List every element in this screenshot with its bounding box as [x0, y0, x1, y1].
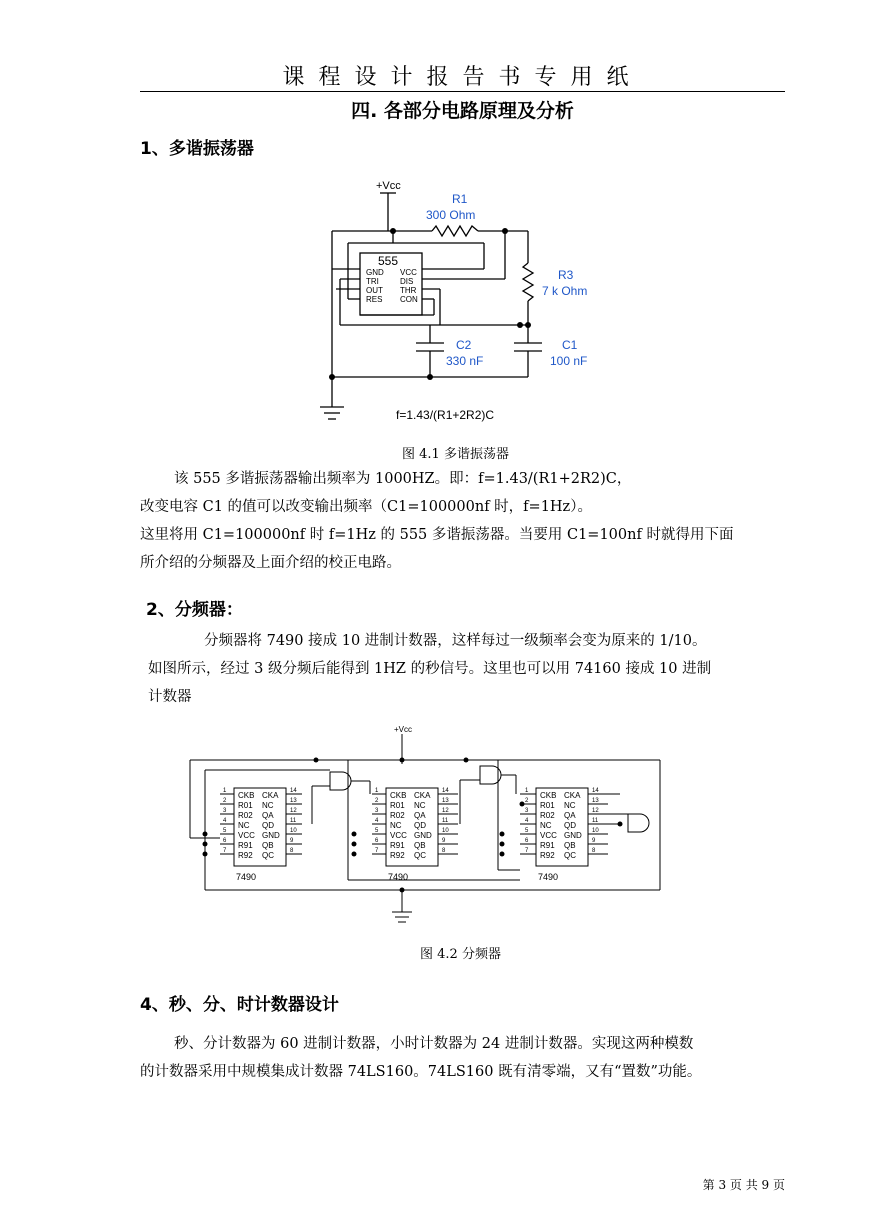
paragraph-line: 分频器将 7490 接成 10 进制计数器，这样每过一级频率会变为原来的 1/10。 — [204, 633, 707, 649]
svg-text:R01: R01 — [390, 801, 405, 810]
svg-text:10: 10 — [592, 828, 599, 834]
svg-text:R91: R91 — [238, 841, 253, 850]
figure-4-1-caption: 图 4.1 多谐振荡器 — [402, 447, 509, 462]
svg-text:GND: GND — [366, 268, 384, 277]
svg-text:GND: GND — [262, 831, 280, 840]
svg-text:13: 13 — [442, 798, 449, 804]
svg-text:NC: NC — [564, 801, 576, 810]
divider-paragraph — [148, 627, 788, 711]
svg-text:3: 3 — [525, 808, 529, 814]
paragraph-line: 计数器 — [148, 689, 192, 705]
svg-text:12: 12 — [290, 808, 297, 814]
svg-text:14: 14 — [290, 788, 297, 794]
svg-text:THR: THR — [400, 286, 417, 295]
svg-text:CKB: CKB — [540, 791, 557, 800]
svg-text:R92: R92 — [390, 851, 405, 860]
svg-text:7: 7 — [525, 848, 529, 854]
svg-text:VCC: VCC — [238, 831, 255, 840]
svg-text:QA: QA — [564, 811, 576, 820]
svg-text:CKB: CKB — [390, 791, 407, 800]
report-paper-header: 课程设计报告书专用纸 — [282, 65, 643, 90]
svg-text:R91: R91 — [540, 841, 555, 850]
svg-text:10: 10 — [290, 828, 297, 834]
svg-text:R01: R01 — [238, 801, 253, 810]
svg-text:CON: CON — [400, 295, 418, 304]
svg-text:NC: NC — [540, 821, 552, 830]
figure-4-2-caption: 图 4.2 分频器 — [420, 947, 501, 962]
svg-text:GND: GND — [564, 831, 582, 840]
frequency-formula: f=1.43/(R1+2R2)C — [396, 408, 495, 422]
svg-text:R01: R01 — [540, 801, 555, 810]
page-number: 第 3 页 共 9 页 — [702, 1178, 785, 1192]
c2-name: C2 — [456, 338, 472, 352]
svg-text:QC: QC — [564, 851, 576, 860]
svg-text:QB: QB — [414, 841, 426, 850]
svg-text:R91: R91 — [390, 841, 405, 850]
svg-text:TRI: TRI — [366, 277, 379, 286]
svg-text:6: 6 — [223, 838, 227, 844]
svg-text:R02: R02 — [540, 811, 555, 820]
svg-text:7: 7 — [375, 848, 379, 854]
paragraph-line: 的计数器采用中规模集成计数器 74LS160。74LS160 既有清零端，又有“置数”功能。 — [140, 1064, 702, 1080]
r3-name: R3 — [558, 268, 574, 282]
counter-paragraph — [140, 1030, 790, 1086]
svg-text:R02: R02 — [238, 811, 253, 820]
r3-value: 7 k Ohm — [542, 284, 588, 298]
svg-text:R92: R92 — [540, 851, 555, 860]
svg-text:13: 13 — [592, 798, 599, 804]
svg-text:4: 4 — [223, 818, 227, 824]
svg-text:QB: QB — [262, 841, 274, 850]
svg-text:CKA: CKA — [414, 791, 431, 800]
chip-7490-1-label: 7490 — [236, 872, 257, 882]
svg-text:GND: GND — [414, 831, 432, 840]
svg-text:4: 4 — [525, 818, 529, 824]
svg-text:QD: QD — [414, 821, 426, 830]
svg-text:QC: QC — [414, 851, 426, 860]
divider-vcc-label: +Vcc — [394, 725, 413, 734]
svg-text:9: 9 — [290, 838, 294, 844]
heading-multivibrator: 1、多谐振荡器 — [140, 139, 254, 159]
svg-text:CKA: CKA — [262, 791, 279, 800]
paragraph-line: 秒、分计数器为 60 进制计数器，小时计数器为 24 进制计数器。实现这两种模数 — [174, 1036, 694, 1052]
chip-555-pins — [366, 268, 418, 304]
svg-text:NC: NC — [414, 801, 426, 810]
svg-text:5: 5 — [375, 828, 379, 834]
svg-text:VCC: VCC — [540, 831, 557, 840]
svg-text:R02: R02 — [390, 811, 405, 820]
svg-text:11: 11 — [442, 818, 449, 824]
svg-text:2: 2 — [375, 798, 379, 804]
svg-text:NC: NC — [262, 801, 274, 810]
chip-555-label: 555 — [378, 254, 399, 268]
paragraph-line: 所介绍的分频器及上面介绍的校正电路。 — [140, 555, 401, 571]
svg-text:CKA: CKA — [564, 791, 581, 800]
heading-frequency-divider: 2、分频器： — [146, 600, 243, 620]
svg-text:14: 14 — [592, 788, 599, 794]
svg-text:4: 4 — [375, 818, 379, 824]
paragraph-line: 改变电容 C1 的值可以改变输出频率（C1=100000nf 时，f=1Hz）。 — [140, 499, 592, 515]
r1-name: R1 — [452, 192, 468, 206]
c1-value: 100 nF — [550, 354, 588, 368]
paragraph-line: 这里将用 C1=100000nf 时 f=1Hz 的 555 多谐振荡器。当要用 C1=100nf 时就得用下面 — [140, 527, 734, 543]
r1-value: 300 Ohm — [426, 208, 476, 222]
svg-text:8: 8 — [592, 848, 596, 854]
svg-text:1: 1 — [525, 788, 529, 794]
svg-text:VCC: VCC — [390, 831, 407, 840]
svg-text:10: 10 — [442, 828, 449, 834]
svg-text:3: 3 — [223, 808, 227, 814]
svg-text:2: 2 — [525, 798, 529, 804]
svg-text:8: 8 — [442, 848, 446, 854]
multivibrator-schematic — [300, 175, 620, 437]
svg-text:QD: QD — [564, 821, 576, 830]
svg-text:5: 5 — [223, 828, 227, 834]
svg-text:9: 9 — [592, 838, 596, 844]
svg-text:NC: NC — [238, 821, 250, 830]
chip-7490-3-label: 7490 — [538, 872, 559, 882]
paragraph-line: 如图所示，经过 3 级分频后能得到 1HZ 的秒信号。这里也可以用 74160 接成 10 进制 — [148, 661, 712, 677]
c1-name: C1 — [562, 338, 578, 352]
svg-text:8: 8 — [290, 848, 294, 854]
paragraph-line: 该 555 多谐振荡器输出频率为 1000HZ。即：f=1.43/(R1+2R2)C， — [174, 471, 632, 487]
svg-text:QA: QA — [262, 811, 274, 820]
svg-text:12: 12 — [442, 808, 449, 814]
svg-text:1: 1 — [223, 788, 227, 794]
svg-text:OUT: OUT — [366, 286, 383, 295]
svg-text:9: 9 — [442, 838, 446, 844]
svg-text:QC: QC — [262, 851, 274, 860]
svg-text:VCC: VCC — [400, 268, 417, 277]
svg-text:6: 6 — [525, 838, 529, 844]
svg-text:14: 14 — [442, 788, 449, 794]
frequency-divider-schematic — [180, 720, 670, 930]
section-title: 四. 各部分电路原理及分析 — [351, 100, 574, 122]
svg-text:QD: QD — [262, 821, 274, 830]
svg-text:12: 12 — [592, 808, 599, 814]
chip-7490-2-label: 7490 — [388, 872, 409, 882]
svg-text:5: 5 — [525, 828, 529, 834]
svg-text:6: 6 — [375, 838, 379, 844]
svg-text:RES: RES — [366, 295, 383, 304]
svg-text:11: 11 — [592, 818, 599, 824]
svg-text:NC: NC — [390, 821, 402, 830]
svg-text:11: 11 — [290, 818, 297, 824]
svg-text:DIS: DIS — [400, 277, 414, 286]
svg-text:13: 13 — [290, 798, 297, 804]
svg-text:1: 1 — [375, 788, 379, 794]
svg-text:7: 7 — [223, 848, 227, 854]
vcc-label: +Vcc — [376, 180, 401, 192]
heading-counter-design: 4、秒、分、时计数器设计 — [140, 995, 339, 1015]
svg-text:QB: QB — [564, 841, 576, 850]
svg-text:3: 3 — [375, 808, 379, 814]
svg-text:R92: R92 — [238, 851, 253, 860]
svg-text:QA: QA — [414, 811, 426, 820]
svg-text:2: 2 — [223, 798, 227, 804]
header-rule — [140, 91, 785, 92]
svg-text:CKB: CKB — [238, 791, 255, 800]
c2-value: 330 nF — [446, 354, 484, 368]
multivibrator-paragraph — [140, 465, 785, 577]
